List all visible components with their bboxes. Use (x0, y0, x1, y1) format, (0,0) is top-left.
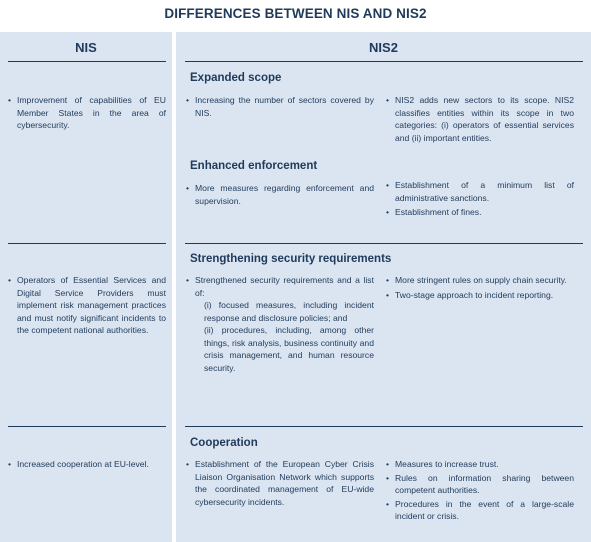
list-item: • Rules on information sharing between competent authorities. (386, 472, 574, 497)
list-item: • Establishment of a minimum list of administrative sanctions. (386, 179, 574, 204)
list-item: • Increasing the number of sectors covered by NIS. (186, 94, 374, 119)
list-item: • Strengthened security requirements and a list of: (186, 274, 374, 299)
nis2-expanded-scope-left (186, 94, 374, 119)
nis2-expanded-scope-right (386, 94, 574, 144)
section-heading-enhanced-enforcement: Enhanced enforcement (190, 160, 318, 172)
list-item: • More measures regarding enforcement and supervision. (186, 182, 374, 207)
nis-header-divider (8, 61, 166, 62)
nis2-header-divider (185, 61, 583, 62)
list-item: • Establishment of fines. (386, 206, 574, 219)
list-item: • Measures to increase trust. (386, 458, 574, 471)
nis2-security-left (186, 274, 374, 374)
list-subitem: (i) focused measures, including incident response and disclosure policies; and (204, 300, 374, 323)
nis2-enforcement-right (386, 179, 574, 219)
list-subitem: (ii) procedures, including, among other things, risk analysis, business continuity and crisis management, and human resource security. (204, 325, 374, 373)
nis-expanded-scope-text (8, 94, 166, 132)
list-item: • Procedures in the event of a large-scale incident or crisis. (386, 498, 574, 523)
section-heading-expanded-scope: Expanded scope (190, 72, 282, 84)
nis2-header: NIS2 (369, 40, 398, 55)
list-item: • Establishment of the European Cyber Crisis Liaison Organisation Network which supports the coordinated management of EU-wide cybersecurity incidents. (186, 458, 374, 508)
nis-security-text (8, 274, 166, 337)
nis2-section-divider (185, 243, 583, 244)
nis-header: NIS (75, 40, 97, 55)
nis-section-divider (8, 426, 166, 427)
section-heading-cooperation: Cooperation (190, 437, 258, 449)
nis2-enforcement-left (186, 182, 374, 207)
list-item: • NIS2 adds new sectors to its scope. NIS2 classifies entities within its scope in two categories: (i) operators of essential services and (ii) important entities. (386, 94, 574, 144)
nis2-section-divider (185, 426, 583, 427)
section-heading-security-requirements: Strengthening security requirements (190, 253, 392, 265)
nis2-cooperation-left (186, 458, 374, 508)
list-item: • Operators of Essential Services and Digital Service Providers must implement risk management practices and must notify significant incidents to the competent national authorities. (8, 274, 166, 337)
list-item: • Improvement of capabilities of EU Member States in the area of cybersecurity. (8, 94, 166, 132)
nis-cooperation-text (8, 458, 166, 471)
list-item: • Increased cooperation at EU-level. (8, 458, 166, 471)
nis2-security-right (386, 274, 574, 301)
list-item: • More stringent rules on supply chain security. (386, 274, 574, 287)
nis-section-divider (8, 243, 166, 244)
list-item: • Two-stage approach to incident reporting. (386, 289, 574, 302)
page-title: DIFFERENCES BETWEEN NIS AND NIS2 (164, 6, 427, 21)
nis2-cooperation-right (386, 458, 574, 523)
